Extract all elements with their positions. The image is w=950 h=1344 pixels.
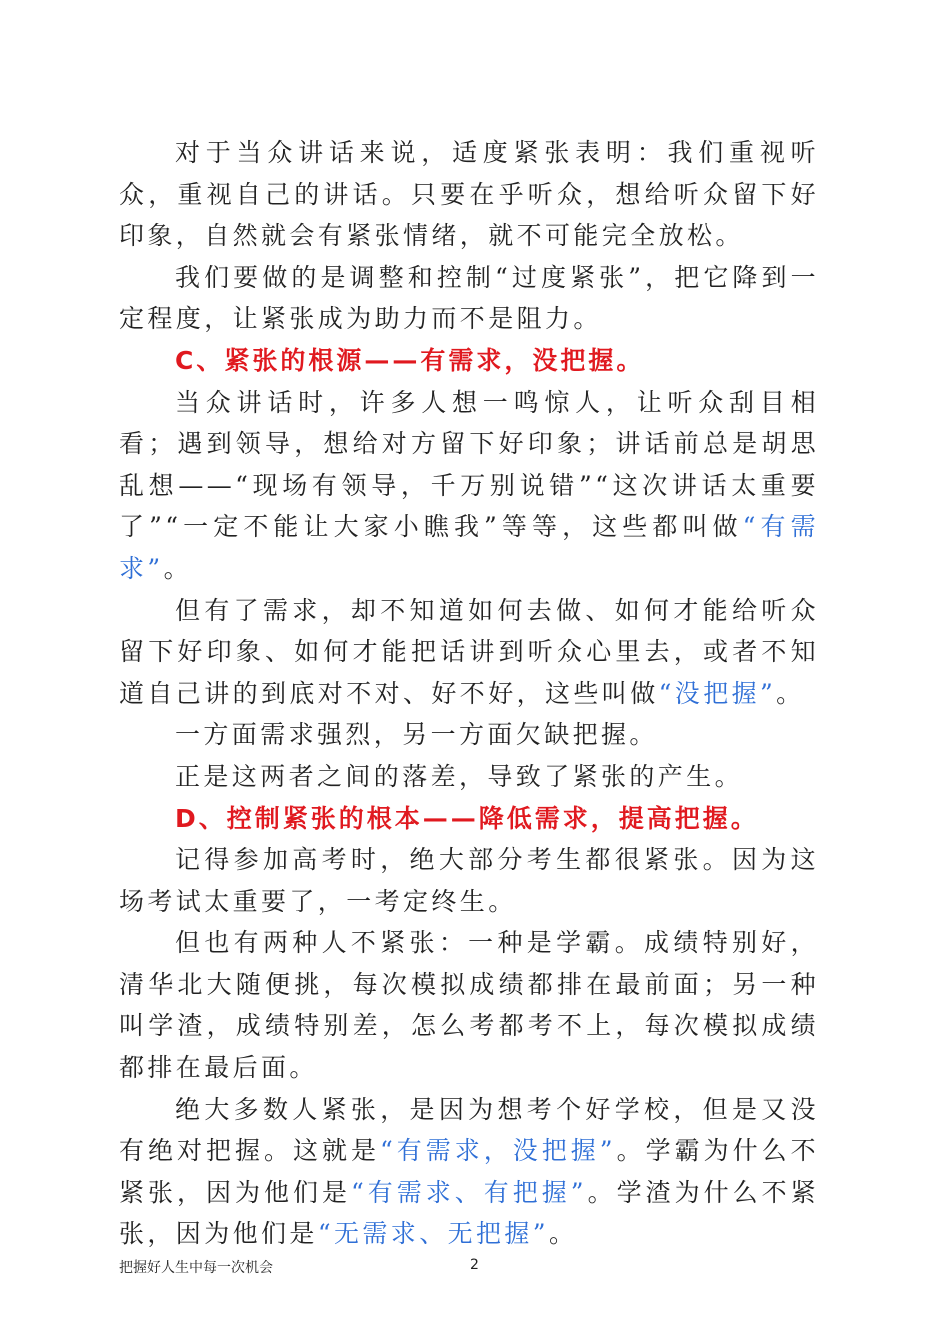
paragraph xyxy=(119,382,819,590)
highlight-term: “有需求，没把握” xyxy=(380,1136,616,1166)
highlight-term: “有需求、有把握” xyxy=(351,1177,587,1207)
paragraph-text: 。 xyxy=(776,678,805,708)
footer-title: 把握好人生中每一次机会 xyxy=(119,1260,273,1276)
highlight-term: “没把握” xyxy=(658,678,777,708)
section-heading-c xyxy=(119,340,819,382)
paragraph xyxy=(119,839,819,922)
paragraph-text: 。 xyxy=(163,553,192,583)
heading-text: D、控制紧张的根本——降低需求，提高把握。 xyxy=(175,803,759,833)
highlight-term: “有需求” xyxy=(119,512,819,583)
paragraph-text: 。学渣为什么不紧张，因为他们是 xyxy=(119,1177,820,1249)
paragraph xyxy=(119,714,819,756)
paragraph xyxy=(119,922,819,1088)
paragraph xyxy=(119,1089,819,1255)
paragraph xyxy=(119,257,819,340)
paragraph-text: 。学霸为什么不紧张，因为他们是 xyxy=(119,1136,819,1207)
paragraph-text: 一方面需求强烈，另一方面欠缺把握。 xyxy=(175,720,658,750)
paragraph-text: 绝大多数人紧张，是因为想考个好学校，但是又没有绝对把握。这就是 xyxy=(119,1094,819,1166)
paragraph-text: 但有了需求，却不知道如何去做、如何才能给听众留下好印象、如何才能把话讲到听众心里去，或者不知道自己讲的到底对不对、好不好，这些叫做 xyxy=(119,595,819,708)
section-heading-d xyxy=(119,798,819,840)
highlight-term: “无需求、无把握” xyxy=(317,1219,549,1249)
paragraph-text: 我们要做的是调整和控制“过度紧张”，把它降到一定程度，让紧张成为助力而不是阻力。 xyxy=(119,262,819,334)
paragraph-text: 。 xyxy=(548,1219,578,1249)
paragraph-text: 当众讲话时，许多人想一鸣惊人，让听众刮目相看；遇到领导，想给对方留下好印象；讲话前总是胡思乱想——“现场有领导，千万别说错”“这次讲话太重要了”“一定不能让大家小瞧我”等等，这些都叫做 xyxy=(119,387,819,542)
paragraph-text: 记得参加高考时，绝大部分考生都很紧张。因为这场考试太重要了，一考定终生。 xyxy=(119,845,819,916)
paragraph xyxy=(119,756,819,798)
paragraph xyxy=(119,132,819,257)
paragraph-text: 对于当众讲话来说，适度紧张表明：我们重视听众，重视自己的讲话。只要在乎听众，想给听众留下好印象，自然就会有紧张情绪，就不可能完全放松。 xyxy=(119,138,819,251)
document-body xyxy=(119,132,819,1255)
page-number: 2 xyxy=(470,1257,479,1273)
paragraph-text: 但也有两种人不紧张：一种是学霸。成绩特别好，清华北大随便挑，每次模拟成绩都排在最前面；另一种叫学渣，成绩特别差，怎么考都考不上，每次模拟成绩都排在最后面。 xyxy=(119,928,819,1083)
heading-text: C、紧张的根源——有需求，没把握。 xyxy=(175,345,645,375)
paragraph-text: 正是这两者之间的落差，导致了紧张的产生。 xyxy=(175,761,744,791)
paragraph xyxy=(119,590,819,715)
